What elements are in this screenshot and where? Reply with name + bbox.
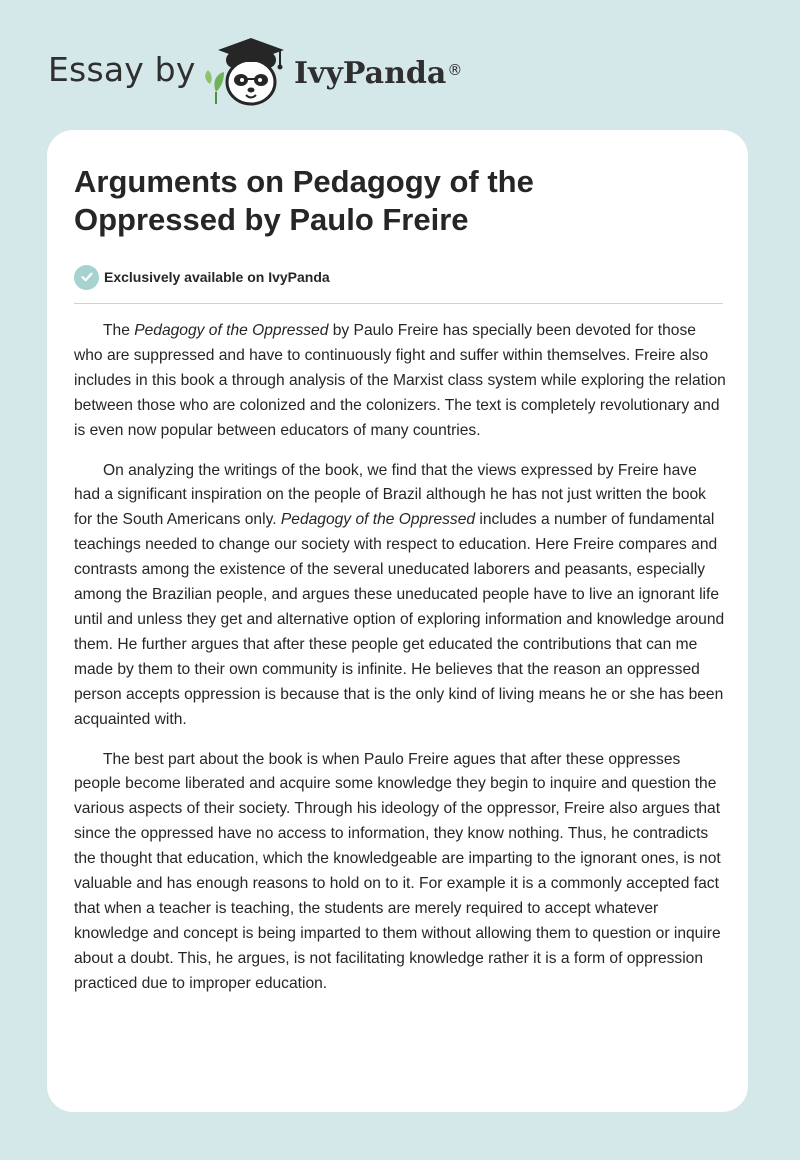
brand-prefix: Essay by	[48, 50, 196, 89]
book-title: Pedagogy of the Oppressed	[280, 511, 476, 529]
exclusive-label: Exclusively available on IvyPanda	[104, 269, 330, 285]
check-icon	[74, 265, 99, 290]
essay-title: Arguments on Pedagogy of the Oppressed by Paulo Freire	[74, 164, 534, 237]
site-header	[0, 0, 800, 130]
divider	[74, 303, 723, 304]
book-title: Pedagogy of the Oppressed	[134, 322, 329, 339]
paragraph: The best part about the book is when Paulo Freire agues that after these oppresses people become liberated and acquire some knowledge they begin to inquire and question the various aspects of their society. Through his ideology of the oppressor, Freire also argues that since the oppressed have no access to information, they know nothing. Thus, he contradicts the thought that education, which the knowledgeable are imparting to the ignorant ones, is not valuable and has enough reasons to hold on to it. For example it is a commonly accepted fact that when a teacher is teaching, the students are merely required to accept whatever knowledge and concept is being imparted to them without allowing them to question or inquire about a doubt. This, he argues, is not facilitating knowledge rather it is a form of oppression practiced due to improper education.	[74, 750, 721, 992]
paragraph: On analyzing the writings of the book, we find that the views expressed by Freire have had a significant inspiration on the people of Brazil although he has not just written the book for the South Americans only. Pedagogy of the Oppressed includes a number of fundamental teachings needed to change our society with respect to education. Here Freire compares and contrasts among the existence of the several uneducated laborers and peasants, especially among the Brazilian people, and argues these uneducated people have to live an ignorant life until and unless they get and alternative option of exploring information and knowledge around them. He further argues that after these people get educated the contributions that can me made by them to their own community is infinite. He believes that the reason an oppressed person accepts oppression is because that is the only kind of living means he or she has been acquainted with.	[74, 461, 725, 728]
paragraph: The Pedagogy of the Oppressed by Paulo Freire has specially been devoted for those who are suppressed and have to continuously fight and suffer within themselves. Freire also includes in this book a through analysis of the Marxist class system while exploring the relation between those who are colonized and the colonizers. The text is completely revolutionary and is even now popular between educators of many countries.	[74, 322, 726, 439]
essay-card	[47, 130, 748, 1112]
brand-name-text: IvyPanda	[294, 56, 447, 91]
exclusive-badge	[74, 264, 330, 290]
panda-graduate-icon[interactable]	[202, 34, 292, 110]
essay-body	[74, 319, 726, 1012]
registered-mark: ®	[447, 61, 463, 79]
brand-name[interactable]	[294, 54, 462, 94]
